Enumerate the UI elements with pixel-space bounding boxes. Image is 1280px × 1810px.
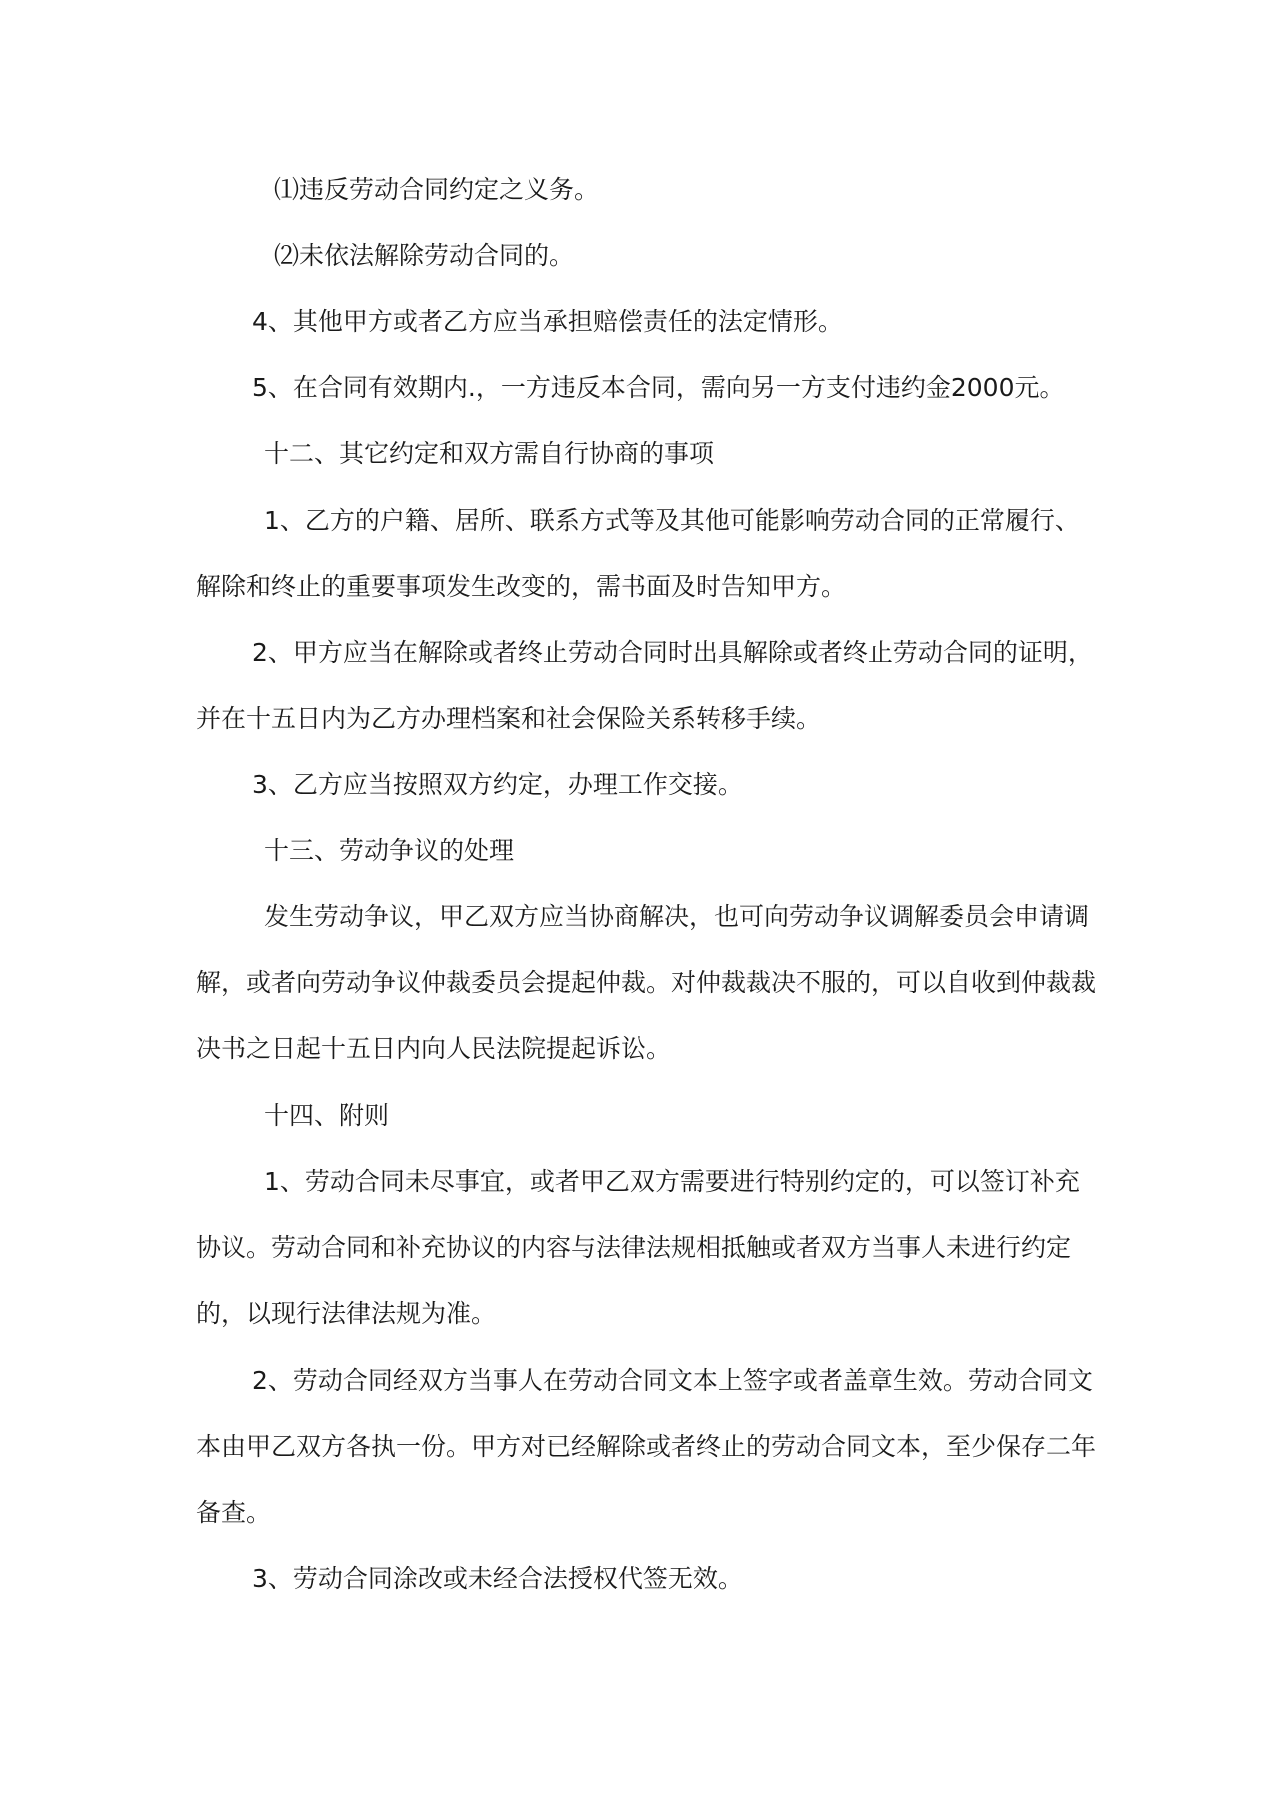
paragraph-12-item-1: 1、乙方的户籍、居所、联系方式等及其他可能影响劳动合同的正常履行、解除和终止的重要事项发生改变的，需书面及时告知甲方。 [196,506,1080,601]
paragraph-12-item-3: 3、乙方应当按照双方约定，办理工作交接。 [252,770,743,799]
paragraph-12-item-2: 2、甲方应当在解除或者终止劳动合同时出具解除或者终止劳动合同的证明，并在十五日内为乙方办理档案和社会保险关系转移手续。 [196,638,1093,733]
paragraph-14-item-1: 1、劳动合同未尽事宜，或者甲乙双方需要进行特别约定的，可以签订补充协议。劳动合同和补充协议的内容与法律法规相抵触或者双方当事人未进行约定的，以现行法律法规为准。 [196,1167,1080,1328]
paragraph-14-item-2: 2、劳动合同经双方当事人在劳动合同文本上签字或者盖章生效。劳动合同文本由甲乙双方各执一份。甲方对已经解除或者终止的劳动合同文本，至少保存二年备查。 [196,1366,1097,1527]
section-heading-13: 十三、劳动争议的处理 [264,836,515,865]
paragraph-item-4: 4、其他甲方或者乙方应当承担赔偿责任的法定情形。 [252,307,843,336]
paragraph-clause-1: ⑴违反劳动合同约定之义务。 [274,175,600,204]
section-heading-12: 十二、其它约定和双方需自行协商的事项 [264,439,715,468]
paragraph-13-body: 发生劳动争议，甲乙双方应当协商解决，也可向劳动争议调解委员会申请调解，或者向劳动争议仲裁委员会提起仲裁。对仲裁裁决不服的，可以自收到仲裁裁决书之日起十五日内向人民法院提起诉讼。 [196,902,1097,1063]
paragraph-item-5: 5、在合同有效期内.，一方违反本合同，需向另一方支付违约金2000元。 [252,373,1065,402]
paragraph-14-item-3: 3、劳动合同涂改或未经合法授权代签无效。 [252,1564,743,1593]
section-heading-14: 十四、附则 [264,1101,390,1130]
paragraph-clause-2: ⑵未依法解除劳动合同的。 [274,241,575,270]
